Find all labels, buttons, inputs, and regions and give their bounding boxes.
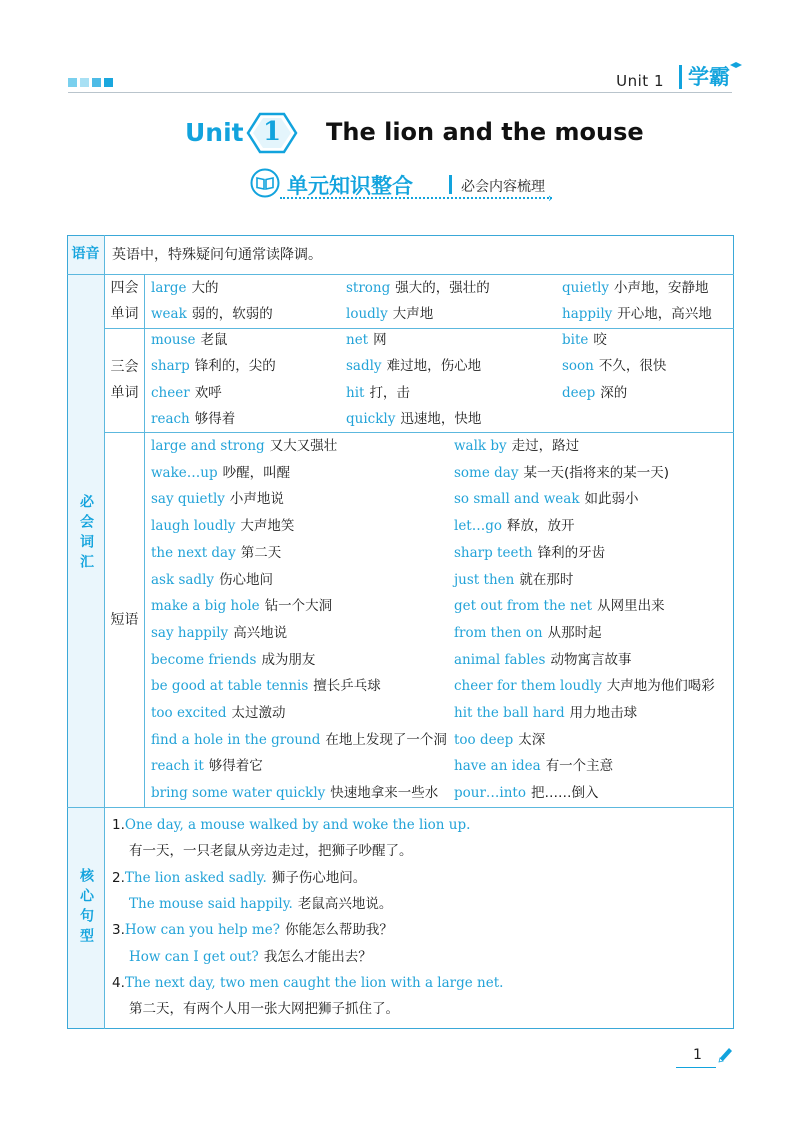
phrase-en: so small and weak bbox=[454, 491, 580, 508]
word-cell bbox=[562, 301, 712, 327]
word-en: deep bbox=[562, 385, 596, 401]
sentence-zh: 有一天，一只老鼠从旁边走过，把狮子吵醒了。 bbox=[129, 843, 413, 860]
word-cell bbox=[151, 353, 276, 379]
word-zh: 深的 bbox=[600, 385, 628, 401]
section-subtitle: 必会内容梳理 bbox=[461, 179, 545, 195]
sentence-line bbox=[129, 996, 399, 1022]
phrase-zh: 某一天(指将来的某一天) bbox=[523, 464, 670, 481]
divider bbox=[144, 274, 145, 807]
pencil-icon bbox=[716, 1045, 734, 1065]
word-en: bite bbox=[562, 332, 589, 348]
phrase-zh: 动物寓言故事 bbox=[550, 651, 632, 668]
word-zh: 开心地，高兴地 bbox=[617, 306, 712, 322]
word-cell bbox=[346, 353, 481, 379]
word-zh: 大的 bbox=[191, 280, 219, 296]
sentences-label bbox=[67, 868, 104, 948]
phrase-en: pour…into bbox=[454, 785, 526, 802]
phrases-label: 短语 bbox=[110, 612, 139, 628]
phrase-zh: 有一个主意 bbox=[545, 758, 614, 775]
sentence-line bbox=[112, 917, 393, 943]
phrase-en: ask sadly bbox=[151, 571, 215, 588]
header-rule bbox=[68, 92, 732, 93]
word-en: sharp bbox=[151, 358, 190, 374]
phrase-item bbox=[454, 647, 631, 673]
sentence-line bbox=[129, 944, 372, 970]
word-zh: 迅速地，快地 bbox=[400, 411, 482, 427]
phrase-item bbox=[151, 673, 381, 699]
page-number-rule bbox=[676, 1067, 716, 1068]
phrase-item bbox=[151, 727, 447, 753]
sentences-label-text: 核心句型 bbox=[78, 868, 94, 948]
phrase-zh: 把……倒入 bbox=[530, 785, 599, 802]
phrase-en: too deep bbox=[454, 731, 514, 748]
word-en: soon bbox=[562, 358, 594, 374]
word-zh: 够得着 bbox=[194, 411, 236, 427]
phrase-zh: 从网里出来 bbox=[597, 598, 665, 615]
unit-word: Unit bbox=[185, 118, 244, 147]
graduation-cap-icon bbox=[730, 62, 742, 70]
word-en: strong bbox=[346, 280, 391, 296]
word-en: sadly bbox=[346, 358, 382, 374]
sentence-line bbox=[112, 970, 508, 996]
phrase-item bbox=[151, 433, 337, 459]
word-zh: 弱的，软弱的 bbox=[191, 306, 273, 322]
phrase-zh: 快速地拿来一些水 bbox=[330, 785, 439, 802]
phrase-en: get out from the net bbox=[454, 598, 593, 615]
phrase-zh: 锋利的牙齿 bbox=[537, 544, 606, 561]
sentence-en: How can I get out? bbox=[129, 948, 259, 965]
brand-logo: 学霸 bbox=[679, 65, 730, 89]
sentence-en: The mouse said happily. bbox=[129, 895, 293, 912]
sentence-en: One day, a mouse walked by and woke the lion up. bbox=[124, 817, 471, 833]
phrase-item bbox=[151, 567, 273, 593]
phrase-en: laugh loudly bbox=[151, 518, 236, 535]
word-en: loudly bbox=[346, 306, 388, 322]
word-zh: 打，击 bbox=[369, 385, 410, 401]
phrase-en: find a hole in the ground bbox=[151, 731, 321, 748]
word-en: mouse bbox=[151, 332, 196, 348]
header-unit-tag: Unit 1 bbox=[616, 72, 664, 90]
phrase-en: reach it bbox=[151, 758, 204, 775]
word-en: large bbox=[151, 280, 187, 296]
phrase-item bbox=[454, 460, 669, 486]
phrase-zh: 吵醒，叫醒 bbox=[222, 464, 291, 481]
phrase-en: bring some water quickly bbox=[151, 785, 326, 802]
phrase-en: hit the ball hard bbox=[454, 705, 565, 721]
phrase-en: the next day bbox=[151, 544, 236, 561]
phrase-en: some day bbox=[454, 464, 519, 481]
word-en: net bbox=[346, 332, 369, 348]
phrase-en: from then on bbox=[454, 624, 543, 641]
divider bbox=[104, 235, 105, 1029]
page-number: 1 bbox=[693, 1047, 702, 1063]
phrase-item bbox=[454, 486, 639, 512]
sentence-en: The next day, two men caught the lion with a large net. bbox=[124, 974, 504, 991]
divider bbox=[67, 807, 734, 808]
sentence-zh: 第二天，有两个人用一张大网把狮子抓住了。 bbox=[129, 1001, 399, 1018]
word-zh: 咬 bbox=[593, 332, 607, 348]
word-zh: 不久，很快 bbox=[598, 358, 667, 374]
sentence-zh: 老鼠高兴地说。 bbox=[297, 895, 393, 912]
phrase-en: say quietly bbox=[151, 491, 225, 508]
sentence-zh: 我怎么才能出去？ bbox=[263, 948, 372, 965]
sentence-line bbox=[112, 865, 366, 891]
phrase-zh: 大声地为他们喝彩 bbox=[606, 678, 715, 695]
sentence-zh: 狮子伤心地问。 bbox=[271, 869, 367, 886]
word-en: quickly bbox=[346, 411, 396, 427]
word-cell bbox=[346, 301, 433, 327]
sentence-line bbox=[112, 812, 475, 838]
phrase-zh: 高兴地说 bbox=[233, 624, 288, 641]
phrase-zh: 从那时起 bbox=[547, 624, 602, 641]
phrase-item bbox=[454, 593, 665, 619]
phrase-item bbox=[151, 486, 284, 512]
phrase-en: cheer for them loudly bbox=[454, 678, 602, 695]
phrase-item bbox=[454, 433, 579, 459]
word-en: happily bbox=[562, 306, 613, 322]
word-cell bbox=[346, 275, 490, 301]
phrase-item bbox=[151, 647, 315, 673]
unit-number: 1 bbox=[262, 117, 282, 147]
word-cell bbox=[151, 301, 273, 327]
phrase-en: animal fables bbox=[454, 651, 546, 668]
phrase-zh: 大声地笑 bbox=[240, 518, 295, 535]
phrase-zh: 擅长乒乓球 bbox=[313, 678, 381, 695]
word-zh: 小声地，安静地 bbox=[614, 280, 709, 296]
chevron-right-icon: › bbox=[548, 191, 553, 205]
word-zh: 大声地 bbox=[392, 306, 434, 322]
phrase-zh: 又大又强壮 bbox=[269, 438, 338, 454]
sentence-line bbox=[129, 891, 392, 917]
phrase-en: become friends bbox=[151, 651, 257, 668]
phrase-item bbox=[454, 673, 715, 699]
sentence-number: 2. bbox=[112, 869, 125, 886]
phonetics-label: 语音 bbox=[71, 246, 100, 262]
word-cell bbox=[151, 275, 218, 301]
sentence-en: The lion asked sadly. bbox=[124, 869, 267, 886]
phrase-item bbox=[454, 727, 545, 753]
phrase-item bbox=[151, 513, 294, 539]
phrase-zh: 用力地击球 bbox=[569, 705, 638, 721]
word-cell bbox=[151, 406, 235, 432]
phrase-zh: 够得着它 bbox=[208, 758, 263, 775]
word-cell bbox=[562, 275, 709, 301]
phrase-en: just then bbox=[454, 571, 515, 588]
three-skill-label: 三会单词 bbox=[110, 359, 139, 401]
phrase-item bbox=[151, 540, 281, 566]
phrase-item bbox=[151, 753, 263, 779]
word-cell bbox=[346, 380, 410, 406]
sentence-number: 4. bbox=[112, 974, 125, 991]
phrase-item bbox=[151, 593, 332, 619]
unit-title-row bbox=[0, 112, 800, 156]
vocab-label bbox=[67, 494, 104, 574]
phrase-en: too excited bbox=[151, 705, 227, 721]
word-cell bbox=[151, 327, 228, 353]
phrase-zh: 如此弱小 bbox=[584, 491, 639, 508]
sentence-number: 3. bbox=[112, 922, 125, 939]
phrase-item bbox=[151, 460, 290, 486]
phrase-en: sharp teeth bbox=[454, 544, 533, 561]
phrase-en: wake…up bbox=[151, 464, 218, 481]
word-cell bbox=[346, 327, 387, 353]
vocab-label-text: 必会词汇 bbox=[78, 494, 94, 574]
word-zh: 欢呼 bbox=[194, 385, 222, 401]
word-en: cheer bbox=[151, 385, 190, 401]
sentence-en: How can you help me? bbox=[124, 922, 280, 939]
sentence-number: 1. bbox=[112, 817, 125, 833]
phrase-item bbox=[151, 700, 286, 726]
phrase-item bbox=[151, 620, 287, 646]
phrase-item bbox=[454, 753, 613, 779]
word-zh: 网 bbox=[373, 332, 387, 348]
phrase-zh: 释放，放开 bbox=[507, 518, 575, 535]
phrase-zh: 成为朋友 bbox=[261, 651, 316, 668]
phrase-en: make a big hole bbox=[151, 598, 260, 615]
phrase-zh: 在地上发现了一个洞 bbox=[325, 731, 447, 748]
lesson-title: The lion and the mouse bbox=[326, 118, 644, 146]
phrase-zh: 太过激动 bbox=[231, 705, 286, 721]
word-zh: 锋利的，尖的 bbox=[194, 358, 276, 374]
phrase-item bbox=[454, 540, 605, 566]
phrase-item bbox=[151, 780, 438, 806]
phrase-zh: 伤心地问 bbox=[219, 571, 274, 588]
word-zh: 老鼠 bbox=[200, 332, 228, 348]
word-en: quietly bbox=[562, 280, 610, 296]
phrase-en: say happily bbox=[151, 624, 229, 641]
phrase-zh: 走过，路过 bbox=[511, 438, 580, 454]
phrase-en: let…go bbox=[454, 518, 503, 535]
open-book-icon bbox=[250, 168, 280, 198]
word-en: weak bbox=[151, 306, 187, 322]
word-cell bbox=[346, 406, 481, 432]
phrase-zh: 太深 bbox=[518, 731, 546, 748]
phrase-zh: 钻一个大洞 bbox=[264, 598, 333, 615]
phrase-item bbox=[454, 513, 575, 539]
word-en: reach bbox=[151, 411, 190, 427]
phrase-zh: 小声地说 bbox=[229, 491, 284, 508]
phrase-en: be good at table tennis bbox=[151, 678, 309, 695]
phrase-en: have an idea bbox=[454, 758, 541, 775]
word-cell bbox=[151, 380, 222, 406]
word-cell bbox=[562, 353, 666, 379]
phrase-item bbox=[454, 700, 637, 726]
section-title: 单元知识整合 bbox=[287, 174, 413, 198]
header-decoration bbox=[68, 78, 113, 87]
word-zh: 强大的，强壮的 bbox=[395, 280, 490, 296]
phrase-item bbox=[454, 567, 573, 593]
phrase-item bbox=[454, 780, 598, 806]
section-divider bbox=[449, 175, 452, 194]
section-underline bbox=[280, 197, 552, 199]
sentence-line bbox=[129, 838, 413, 864]
word-zh: 难过地，伤心地 bbox=[386, 358, 482, 374]
phonetics-text: 英语中，特殊疑问句通常读降调。 bbox=[112, 247, 322, 263]
four-skill-label: 四会单词 bbox=[110, 280, 139, 322]
word-cell bbox=[562, 327, 607, 353]
phrase-en: large and strong bbox=[151, 438, 265, 454]
phrase-zh: 第二天 bbox=[240, 544, 282, 561]
phrase-item bbox=[454, 620, 602, 646]
sentence-zh: 你能怎么帮助我？ bbox=[284, 922, 393, 939]
phrase-en: walk by bbox=[454, 438, 507, 454]
word-cell bbox=[562, 380, 627, 406]
phrase-zh: 就在那时 bbox=[519, 571, 574, 588]
word-en: hit bbox=[346, 385, 365, 401]
